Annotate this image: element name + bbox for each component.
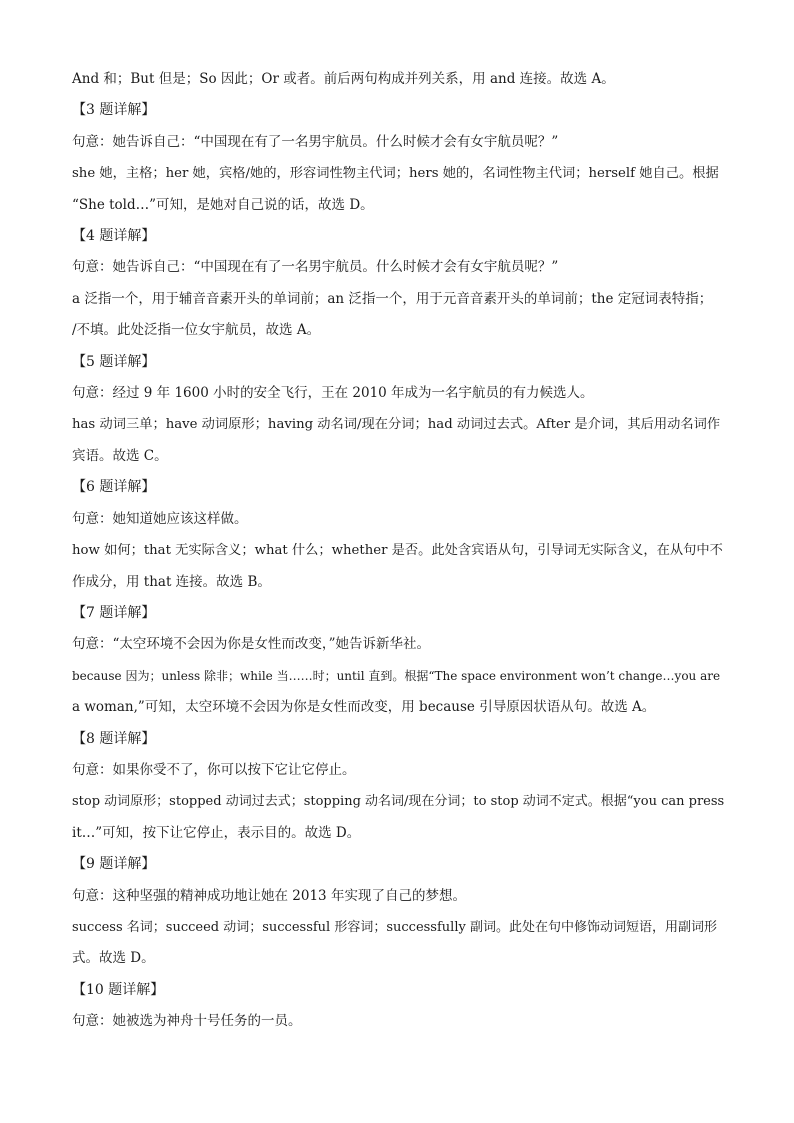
sentence-meaning: 句意：她被选为神舟十号任务的一员。: [72, 1013, 302, 1030]
text-line: a woman,”可知，太空环境不会因为你是女性而改变，用 because 引导原因状语从句。故选 A。: [72, 699, 656, 716]
section-heading-q7: 【7 题详解】: [72, 604, 156, 621]
section-heading-q5: 【5 题详解】: [72, 353, 156, 370]
text-line: because 因为；unless 除非；while 当……时；until 直到。根据“The space environment won’t change…you are: [72, 668, 721, 683]
text-line: how 如何；that 无实际含义；what 什么；whether 是否。此处含宾语从句，引导词无实际含义，在从句中不: [72, 543, 723, 559]
text-line: “She told…”可知，是她对自己说的话，故选 D。: [72, 196, 374, 213]
sentence-meaning: 句意：这种坚强的精神成功地让她在 2013 年实现了自己的梦想。: [72, 887, 466, 904]
text-line: success 名词；succeed 动词；successful 形容词；successfully 副词。此处在句中修饰动词短语，用副词形: [72, 919, 717, 935]
text-line: she 她，主格；her 她，宾格/她的，形容词性物主代词；hers 她的，名词性物主代词；herself 她自己。根据: [72, 166, 719, 182]
text-line: And 和；But 但是；So 因此；Or 或者。前后两句构成并列关系，用 and 连接。故选 A。: [72, 71, 615, 87]
document-page: [72, 64, 724, 1038]
text-line: stop 动词原形；stopped 动词过去式；stopping 动名词/现在分词；to stop 动词不定式。根据“you can press: [72, 794, 725, 810]
sentence-meaning: 句意：经过 9 年 1600 小时的安全飞行，王在 2010 年成为一名宇航员的有力候选人。: [72, 385, 594, 402]
text-line: a 泛指一个，用于辅音音素开头的单词前；an 泛指一个，用于元音音素开头的单词前；the 定冠词表特指；: [72, 290, 713, 307]
sentence-meaning: 句意：她告诉自己：“中国现在有了一名男宇航员。什么时候才会有女宇航员呢？”: [72, 133, 559, 150]
sentence-meaning: 句意：她告诉自己：“中国现在有了一名男宇航员。什么时候才会有女宇航员呢？”: [72, 259, 559, 276]
sentence-meaning: 句意：如果你受不了，你可以按下它让它停止。: [72, 761, 356, 778]
section-heading-q10: 【10 题详解】: [72, 981, 165, 998]
text-line: it…”可知，按下让它停止，表示目的。故选 D。: [72, 824, 361, 841]
section-heading-q3: 【3 题详解】: [72, 102, 156, 119]
text-line: /不填。此处泛指一位女宇航员，故选 A。: [72, 322, 321, 339]
section-heading-q6: 【6 题详解】: [72, 479, 156, 496]
text-line: 作成分，用 that 连接。故选 B。: [72, 573, 271, 590]
section-heading-q9: 【9 题详解】: [72, 856, 156, 873]
text-line: 式。故选 D。: [72, 950, 155, 967]
section-heading-q8: 【8 题详解】: [72, 730, 156, 747]
section-heading-q4: 【4 题详解】: [72, 228, 156, 245]
text-line: 宾语。故选 C。: [72, 447, 168, 464]
sentence-meaning: 句意：她知道她应该这样做。: [72, 510, 248, 527]
text-line: has 动词三单；have 动词原形；having 动名词/现在分词；had 动词过去式。After 是介词，其后用动名词作: [72, 417, 721, 433]
sentence-meaning: 句意：“太空环境不会因为你是女性而改变，”她告诉新华社。: [72, 636, 431, 653]
